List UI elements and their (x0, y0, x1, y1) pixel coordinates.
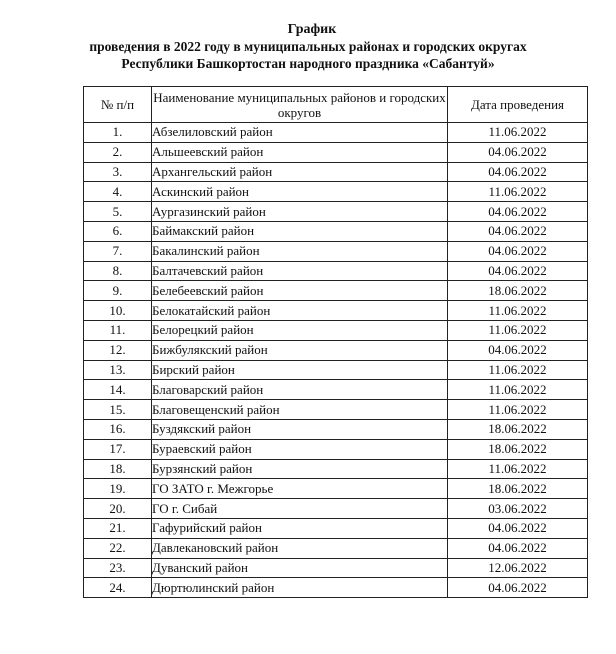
row-number: 4. (84, 182, 152, 202)
row-number: 6. (84, 221, 152, 241)
row-number: 22. (84, 538, 152, 558)
row-number: 10. (84, 301, 152, 321)
row-number: 14. (84, 380, 152, 400)
document-title: График (287, 22, 337, 37)
district-name: Дуванский район (152, 558, 448, 578)
table-row (84, 459, 588, 479)
event-date: 11.06.2022 (448, 123, 588, 143)
table-row (84, 202, 588, 222)
district-name: Баймакский район (152, 221, 448, 241)
district-name: Благоварский район (152, 380, 448, 400)
table-row (84, 518, 588, 538)
document-subtitle-line-1: проведения в 2022 году в муниципальных районах и городских округах (89, 39, 527, 54)
district-name: Аскинский район (152, 182, 448, 202)
event-date: 04.06.2022 (448, 340, 588, 360)
district-name: ГО ЗАТО г. Межгорье (152, 479, 448, 499)
document-header (0, 21, 616, 72)
event-date: 04.06.2022 (448, 538, 588, 558)
district-name: Дюртюлинский район (152, 578, 448, 598)
event-date: 04.06.2022 (448, 518, 588, 538)
table-row (84, 162, 588, 182)
event-date: 11.06.2022 (448, 182, 588, 202)
district-name: Бижбулякский район (152, 340, 448, 360)
row-number: 16. (84, 419, 152, 439)
row-number: 1. (84, 123, 152, 143)
row-number: 2. (84, 142, 152, 162)
row-number: 13. (84, 360, 152, 380)
column-header-number: № п/п (84, 87, 152, 123)
row-number: 5. (84, 202, 152, 222)
row-number: 23. (84, 558, 152, 578)
row-number: 17. (84, 439, 152, 459)
event-date: 04.06.2022 (448, 261, 588, 281)
table-header-row (84, 87, 588, 123)
table-row (84, 221, 588, 241)
event-date: 12.06.2022 (448, 558, 588, 578)
table-row (84, 261, 588, 281)
event-date: 04.06.2022 (448, 202, 588, 222)
event-date: 18.06.2022 (448, 281, 588, 301)
event-date: 11.06.2022 (448, 360, 588, 380)
event-date: 11.06.2022 (448, 459, 588, 479)
district-name: Бирский район (152, 360, 448, 380)
table-row (84, 281, 588, 301)
district-name: Белебеевский район (152, 281, 448, 301)
event-date: 03.06.2022 (448, 499, 588, 519)
table-row (84, 182, 588, 202)
row-number: 7. (84, 241, 152, 261)
row-number: 20. (84, 499, 152, 519)
event-date: 18.06.2022 (448, 439, 588, 459)
district-name: ГО г. Сибай (152, 499, 448, 519)
district-name: Белокатайский район (152, 301, 448, 321)
district-name: Альшеевский район (152, 142, 448, 162)
district-name: Абзелиловский район (152, 123, 448, 143)
district-name: Бурзянский район (152, 459, 448, 479)
event-date: 04.06.2022 (448, 221, 588, 241)
table-row (84, 142, 588, 162)
row-number: 24. (84, 578, 152, 598)
row-number: 3. (84, 162, 152, 182)
table-row (84, 538, 588, 558)
row-number: 12. (84, 340, 152, 360)
row-number: 9. (84, 281, 152, 301)
row-number: 18. (84, 459, 152, 479)
event-date: 11.06.2022 (448, 400, 588, 420)
district-name: Благовещенский район (152, 400, 448, 420)
district-name: Бакалинский район (152, 241, 448, 261)
table-row (84, 360, 588, 380)
district-name: Архангельский район (152, 162, 448, 182)
event-date: 04.06.2022 (448, 241, 588, 261)
table-row (84, 499, 588, 519)
document-subtitle-line-2: Республики Башкортостан народного праздника «Сабантуй» (121, 56, 495, 71)
row-number: 8. (84, 261, 152, 281)
district-name: Гафурийский район (152, 518, 448, 538)
table-row (84, 241, 588, 261)
district-name: Бураевский район (152, 439, 448, 459)
table-row (84, 340, 588, 360)
district-name: Аургазинский район (152, 202, 448, 222)
schedule-table (83, 86, 588, 598)
table-row (84, 558, 588, 578)
table-row (84, 380, 588, 400)
district-name: Белорецкий район (152, 320, 448, 340)
event-date: 04.06.2022 (448, 142, 588, 162)
table-row (84, 400, 588, 420)
column-header-name: Наименование муниципальных районов и городских округов (152, 87, 448, 123)
row-number: 15. (84, 400, 152, 420)
table-row (84, 479, 588, 499)
event-date: 11.06.2022 (448, 320, 588, 340)
table-row (84, 578, 588, 598)
district-name: Балтачевский район (152, 261, 448, 281)
table-row (84, 320, 588, 340)
event-date: 04.06.2022 (448, 162, 588, 182)
event-date: 11.06.2022 (448, 380, 588, 400)
event-date: 11.06.2022 (448, 301, 588, 321)
table-row (84, 439, 588, 459)
district-name: Буздякский район (152, 419, 448, 439)
event-date: 04.06.2022 (448, 578, 588, 598)
row-number: 21. (84, 518, 152, 538)
event-date: 18.06.2022 (448, 479, 588, 499)
table-row (84, 419, 588, 439)
row-number: 19. (84, 479, 152, 499)
table-row (84, 301, 588, 321)
row-number: 11. (84, 320, 152, 340)
district-name: Давлекановский район (152, 538, 448, 558)
table-row (84, 123, 588, 143)
event-date: 18.06.2022 (448, 419, 588, 439)
column-header-date: Дата проведения (448, 87, 588, 123)
